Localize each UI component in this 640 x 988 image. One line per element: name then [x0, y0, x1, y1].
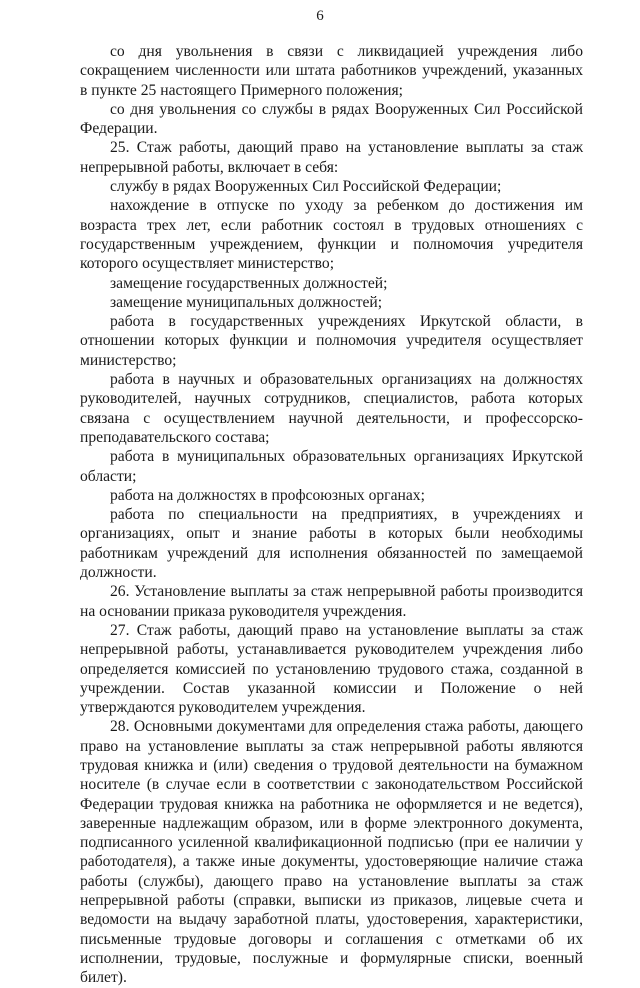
paragraph-state-positions: замещение государственных должностей; — [110, 274, 388, 292]
paragraph-dismissal-liquidation: со дня увольнения в связи с ликвидацией учреждения либо сокращением численности или штата работников учреждений, указанных в пункте 25 настоящего Примерного положения; — [80, 43, 583, 99]
paragraph-item-25: 25. Стаж работы, дающий право на установление выплаты за стаж непрерывной работы, включает в себя: — [80, 139, 583, 176]
page-number: 6 — [316, 8, 324, 24]
paragraph-military-service: службу в рядах Вооруженных Сил Российской Федерации; — [110, 178, 502, 196]
paragraph-scientific-organizations: работа в научных и образовательных организациях на должностях руководителей, научных сотрудников, специалистов, работа которых связана с осуществлением научной деятельности, и профессорско-преподавательского состава; — [80, 371, 583, 446]
paragraph-item-27: 27. Стаж работы, дающий право на установление выплаты за стаж непрерывной работы, устанавливается руководителем учреждения либо определяется комиссией по установлению трудового стажа, созданной в учреждении. Состав указанной комиссии и Положение о ней утверждаются руководителем учреждения. — [80, 621, 583, 717]
paragraph-specialty-work: работа по специальности на предприятиях, в учреждениях и организациях, опыт и знание работы в которых были необходимы работникам учреждений для исполнения обязанностей по замещаемой должности. — [80, 506, 583, 582]
paragraph-municipal-positions: замещение муниципальных должностей; — [110, 293, 383, 311]
paragraph-parental-leave: нахождение в отпуске по уходу за ребенком до достижения им возраста трех лет, если работник состоял в трудовых отношениях с государственным учреждением, функции и полномочия учредителя которого осуществляет министерство; — [80, 197, 583, 273]
document-body — [80, 42, 583, 988]
paragraph-municipal-education: работа в муниципальных образовательных организациях Иркутской области; — [80, 448, 583, 485]
paragraph-trade-union: работа на должностях в профсоюзных органах; — [110, 486, 425, 504]
paragraph-item-26: 26. Установление выплаты за стаж непрерывной работы производится на основании приказа руководителя учреждения. — [80, 583, 583, 620]
paragraph-state-institutions: работа в государственных учреждениях Иркутской области, в отношении которых функции и полномочия учредителя осуществляет министерство; — [80, 313, 583, 369]
paragraph-item-28: 28. Основными документами для определения стажа работы, дающего право на установление выплаты за стаж непрерывной работы являются трудовая книжка и (или) сведения о трудовой деятельности на бумажном носителе (в случае если в соответствии с законодательством Российской Федерации трудовая книжка на работника не оформляется и не ведется), заверенные надлежащим образом, или в форме электронного документа, подписанного усиленной квалификационной подписью (при ее наличии у работодателя), а также иные документы, удостоверяющие наличие стажа работы (службы), дающего право на установление выплаты за стаж непрерывной работы (справки, выписки из приказов, лицевые счета и ведомости на выдачу заработной платы, удостоверения, характеристики, письменные трудовые договоры и соглашения с отметками об их исполнении, трудовые, послужные и формулярные списки, военный билет). — [80, 718, 583, 987]
paragraph-dismissal-military: со дня увольнения со службы в рядах Вооруженных Сил Российской Федерации. — [80, 100, 583, 138]
